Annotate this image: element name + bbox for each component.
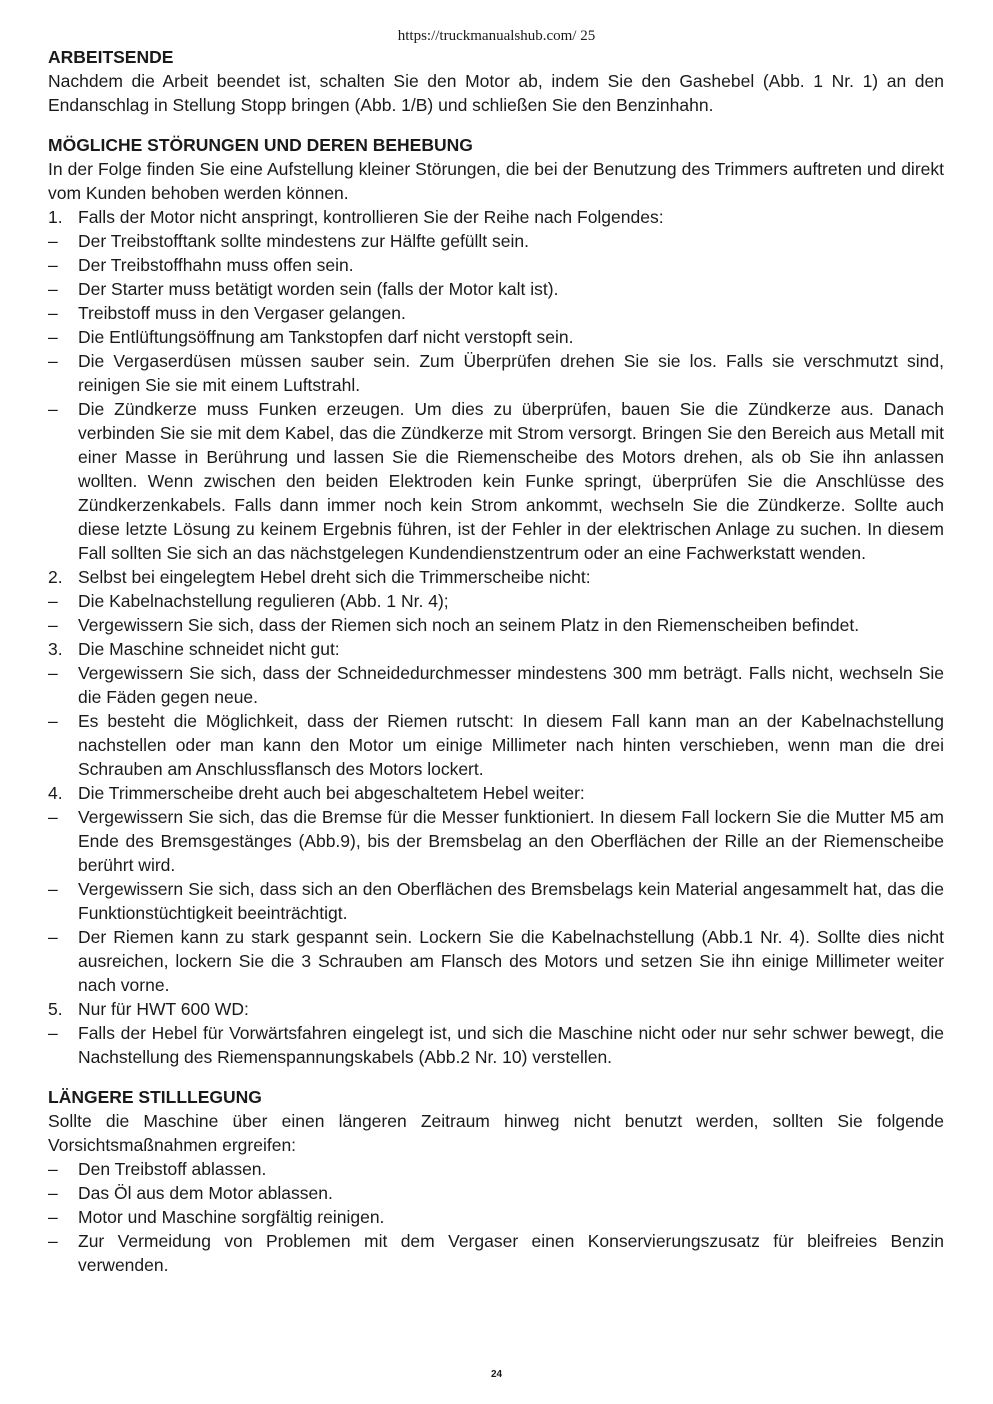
list-item xyxy=(48,205,944,229)
list-item-text: Vergewissern Sie sich, dass der Riemen sich noch an seinem Platz in den Riemenscheiben befindet. xyxy=(78,615,860,635)
list-item xyxy=(48,637,944,661)
list-item xyxy=(48,1021,944,1069)
list-item-text: Vergewissern Sie sich, dass sich an den Oberflächen des Bremsbelags kein Material angesammelt hat, das die Funktionstüchtigkeit beeinträchtigt. xyxy=(78,879,944,923)
troubleshooting-list xyxy=(48,205,944,1069)
list-item xyxy=(48,301,944,325)
list-marker: – xyxy=(48,351,58,371)
list-marker: 4. xyxy=(48,783,63,803)
list-item xyxy=(48,661,944,709)
list-item-text: Der Starter muss betätigt worden sein (falls der Motor kalt ist). xyxy=(78,279,559,299)
list-marker: – xyxy=(48,1183,58,1203)
list-item-text: Nur für HWT 600 WD: xyxy=(78,999,249,1019)
section-intro: Sollte die Maschine über einen längeren Zeitraum hinweg nicht benutzt werden, sollten Sie folgende Vorsichtsmaßnahmen ergreifen: xyxy=(48,1111,944,1155)
list-marker: – xyxy=(48,1231,58,1251)
list-marker: – xyxy=(48,1207,58,1227)
page-content xyxy=(48,45,944,1277)
storage-list xyxy=(48,1157,944,1277)
list-marker: – xyxy=(48,663,58,683)
section-intro: In der Folge finden Sie eine Aufstellung kleiner Störungen, die bei der Benutzung des Trimmers auftreten und direkt vom Kunden behoben werden können. xyxy=(48,159,944,203)
list-marker: – xyxy=(48,327,58,347)
list-item xyxy=(48,997,944,1021)
list-item-text: Es besteht die Möglichkeit, dass der Riemen rutscht: In diesem Fall kann man an der Kabelnachstellung nachstellen oder man kann den Motor um einige Millimeter nach hinten verschieben, wenn man die drei Schrauben am Anschlussflansch des Motors lockert. xyxy=(78,711,944,779)
section-stilllegung xyxy=(48,1085,944,1277)
list-marker: – xyxy=(48,711,58,731)
list-item-text: Treibstoff muss in den Vergaser gelangen. xyxy=(78,303,406,323)
list-marker: – xyxy=(48,1159,58,1179)
list-marker: 2. xyxy=(48,567,63,587)
list-item xyxy=(48,565,944,589)
list-item-text: Der Treibstoffhahn muss offen sein. xyxy=(78,255,354,275)
list-marker: – xyxy=(48,879,58,899)
list-item xyxy=(48,277,944,301)
list-item xyxy=(48,325,944,349)
section-arbeitsende xyxy=(48,45,944,117)
section-heading: LÄNGERE STILLLEGUNG xyxy=(48,1087,262,1107)
section-heading: ARBEITSENDE xyxy=(48,47,174,67)
list-item xyxy=(48,349,944,397)
list-item xyxy=(48,877,944,925)
page-number: 24 xyxy=(490,1369,503,1380)
list-marker: – xyxy=(48,615,58,635)
list-item xyxy=(48,805,944,877)
list-marker: 1. xyxy=(48,207,63,227)
section-stoerungen xyxy=(48,133,944,1069)
source-url[interactable]: https://truckmanualshub.com/ 25 xyxy=(397,28,596,44)
list-item-text: Vergewissern Sie sich, dass der Schneidedurchmesser mindestens 300 mm beträgt. Falls nicht, wechseln Sie die Fäden gegen neue. xyxy=(78,663,944,707)
list-item-text: Der Treibstofftank sollte mindestens zur Hälfte gefüllt sein. xyxy=(78,231,530,251)
list-item-text: Selbst bei eingelegtem Hebel dreht sich die Trimmerscheibe nicht: xyxy=(78,567,591,587)
list-item-text: Zur Vermeidung von Problemen mit dem Vergaser einen Konservierungszusatz für bleifreies Benzin verwenden. xyxy=(78,1231,944,1275)
list-item xyxy=(48,1205,944,1229)
list-item-text: Der Riemen kann zu stark gespannt sein. Lockern Sie die Kabelnachstellung (Abb.1 Nr. 4). Sollte dies nicht ausreichen, lockern Sie die 3 Schrauben am Flansch des Motors und setzen Sie ihn einige Millimeter weiter nach vorne. xyxy=(78,927,944,995)
list-item xyxy=(48,781,944,805)
list-item xyxy=(48,1157,944,1181)
list-item xyxy=(48,1181,944,1205)
list-item-text: Falls der Hebel für Vorwärtsfahren eingelegt ist, und sich die Maschine nicht oder nur sehr schwer bewegt, die Nachstellung des Riemenspannungskabels (Abb.2 Nr. 10) verstellen. xyxy=(78,1023,944,1067)
list-marker: 3. xyxy=(48,639,63,659)
list-marker: – xyxy=(48,1023,58,1043)
list-item xyxy=(48,229,944,253)
list-item xyxy=(48,1229,944,1277)
list-marker: – xyxy=(48,279,58,299)
list-marker: – xyxy=(48,399,58,419)
list-item xyxy=(48,613,944,637)
list-item-text: Die Trimmerscheibe dreht auch bei abgeschaltetem Hebel weiter: xyxy=(78,783,585,803)
section-intro: Nachdem die Arbeit beendet ist, schalten Sie den Motor ab, indem Sie den Gashebel (Abb. 1 Nr. 1) an den Endanschlag in Stellung Stopp bringen (Abb. 1/B) und schließen Sie den Benzinhahn. xyxy=(48,71,944,115)
list-item-text: Motor und Maschine sorgfältig reinigen. xyxy=(78,1207,385,1227)
list-item-text: Die Entlüftungsöffnung am Tankstopfen darf nicht verstopft sein. xyxy=(78,327,574,347)
list-item-text: Falls der Motor nicht anspringt, kontrollieren Sie der Reihe nach Folgendes: xyxy=(78,207,664,227)
list-item xyxy=(48,253,944,277)
list-item-text: Die Maschine schneidet nicht gut: xyxy=(78,639,340,659)
list-item-text: Das Öl aus dem Motor ablassen. xyxy=(78,1183,333,1203)
list-marker: 5. xyxy=(48,999,63,1019)
list-item-text: Vergewissern Sie sich, das die Bremse für die Messer funktioniert. In diesem Fall lockern Sie die Mutter M5 am Ende des Bremsgestänges (Abb.9), bis der Bremsbelag an den Oberflächen der Rille an der Riemenscheibe berührt wird. xyxy=(78,807,944,875)
list-item-text: Die Zündkerze muss Funken erzeugen. Um dies zu überprüfen, bauen Sie die Zündkerze aus. Danach verbinden Sie sie mit dem Kabel, das die Zündkerze mit Strom versorgt. Bringen Sie den Bereich aus Metall mit einer Masse in Berührung und lassen Sie die Riemenscheibe des Motors drehen, als ob Sie ihn anlassen wollten. Wenn zwischen den beiden Elektroden kein Funke springt, überprüfen Sie die Anschlüsse des Zündkerzenkabels. Falls dann immer noch kein Strom ankommt, wechseln Sie die Zündkerze. Sollte auch diese letzte Lösung zu keinem Ergebnis führen, ist der Fehler in der elektrischen Anlage zu suchen. In diesem Fall sollten Sie sich an das nächstgelegen Kundendienstzentrum oder an eine Fachwerkstatt wenden. xyxy=(78,399,944,563)
list-item xyxy=(48,925,944,997)
list-marker: – xyxy=(48,255,58,275)
list-item xyxy=(48,397,944,565)
list-marker: – xyxy=(48,591,58,611)
list-item-text: Die Kabelnachstellung regulieren (Abb. 1 Nr. 4); xyxy=(78,591,449,611)
list-marker: – xyxy=(48,927,58,947)
list-marker: – xyxy=(48,231,58,251)
list-item-text: Die Vergaserdüsen müssen sauber sein. Zum Überprüfen drehen Sie sie los. Falls sie verschmutzt sind, reinigen Sie sie mit einem Luftstrahl. xyxy=(78,351,944,395)
list-item xyxy=(48,589,944,613)
list-marker: – xyxy=(48,807,58,827)
list-marker: – xyxy=(48,303,58,323)
list-item xyxy=(48,709,944,781)
section-heading: MÖGLICHE STÖRUNGEN UND DEREN BEHEBUNG xyxy=(48,135,473,155)
list-item-text: Den Treibstoff ablassen. xyxy=(78,1159,267,1179)
